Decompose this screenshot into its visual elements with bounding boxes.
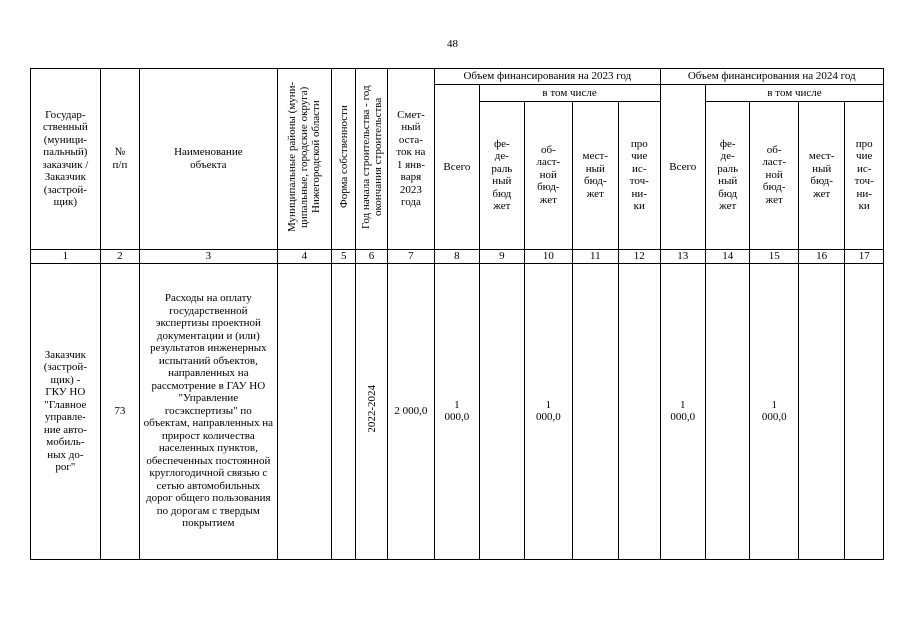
table-row xyxy=(31,263,884,559)
column-number: 10 xyxy=(525,249,572,263)
header-local-2023: мест- ный бюд- жет xyxy=(572,101,618,249)
header-number: № п/п xyxy=(100,69,139,250)
column-number: 14 xyxy=(705,249,749,263)
column-number: 9 xyxy=(479,249,524,263)
row-number-cell: 73 xyxy=(100,263,139,559)
column-number: 5 xyxy=(332,249,356,263)
financing-table xyxy=(30,68,884,560)
column-number: 3 xyxy=(140,249,277,263)
header-local-2024: мест- ный бюд- жет xyxy=(798,101,844,249)
other-2023-cell xyxy=(619,263,660,559)
column-number: 2 xyxy=(100,249,139,263)
column-number: 6 xyxy=(356,249,387,263)
header-other-2024: про чие ис- точ- ни- ки xyxy=(845,101,884,249)
column-number-row xyxy=(31,249,884,263)
header-including-2024: в том числе xyxy=(705,85,883,102)
header-regional-2024: об- ласт- ной бюд- жет xyxy=(750,101,799,249)
total-2024-cell: 1 000,0 xyxy=(660,263,705,559)
header-federal-2024: фе- де- раль ный бюд жет xyxy=(705,101,749,249)
construction-years-cell: 2022-2024 xyxy=(356,263,387,559)
column-number: 4 xyxy=(277,249,332,263)
customer-cell: Заказчик (застрой- щик) - ГКУ НО "Главное управле- ние авто- мобиль- ных до- рог" xyxy=(31,263,101,559)
header-regional-2023: об- ласт- ной бюд- жет xyxy=(525,101,572,249)
header-construction-years: Год начала строительства - год окончания строительства xyxy=(356,69,387,250)
estimate-balance-cell: 2 000,0 xyxy=(387,263,434,559)
header-customer: Государ- ственный (муници- пальный) заказчик / Заказчик (застрой- щик) xyxy=(31,69,101,250)
column-number: 15 xyxy=(750,249,799,263)
column-number: 1 xyxy=(31,249,101,263)
header-estimate-balance: Смет- ный оста- ток на 1 янв- варя 2023 года xyxy=(387,69,434,250)
municipality-cell xyxy=(277,263,332,559)
regional-2024-cell: 1 000,0 xyxy=(750,263,799,559)
total-2023-cell: 1 000,0 xyxy=(435,263,479,559)
header-other-2023: про чие ис- точ- ни- ки xyxy=(619,101,660,249)
object-description-cell: Расходы на оплату государственной экспертизы проектной документации и (или) результатов инженерных испытаний объектов, направленных на рассмотрение в ГАУ НО "Управление госэкспертизы" по объектам, направленных на прирост количества населенных пунктов, обеспеченных постоянной круглогодичной связью с сетью автомобильных дорог общего пользования по дорогам с твердым покрытием xyxy=(140,263,277,559)
header-total-2024: Всего xyxy=(660,85,705,250)
header-federal-2023: фе- де- раль ный бюд жет xyxy=(479,101,524,249)
header-financing-2024: Объем финансирования на 2024 год xyxy=(660,69,883,85)
header-total-2023: Всего xyxy=(435,85,479,250)
column-number: 17 xyxy=(845,249,884,263)
header-municipality: Муниципальные районы (муни-ципальные, городские округа) Нижегородской области xyxy=(277,69,332,250)
header-ownership: Форма собственности xyxy=(332,69,356,250)
federal-2023-cell xyxy=(479,263,524,559)
ownership-cell xyxy=(332,263,356,559)
header-object-name: Наименование объекта xyxy=(140,69,277,250)
column-number: 16 xyxy=(798,249,844,263)
regional-2023-cell: 1 000,0 xyxy=(525,263,572,559)
column-number: 7 xyxy=(387,249,434,263)
header-including-2023: в том числе xyxy=(479,85,660,102)
column-number: 12 xyxy=(619,249,660,263)
column-number: 8 xyxy=(435,249,479,263)
local-2024-cell xyxy=(798,263,844,559)
column-number: 13 xyxy=(660,249,705,263)
local-2023-cell xyxy=(572,263,618,559)
page-number: 48 xyxy=(447,38,458,50)
federal-2024-cell xyxy=(705,263,749,559)
header-financing-2023: Объем финансирования на 2023 год xyxy=(435,69,660,85)
column-number: 11 xyxy=(572,249,618,263)
other-2024-cell xyxy=(845,263,884,559)
